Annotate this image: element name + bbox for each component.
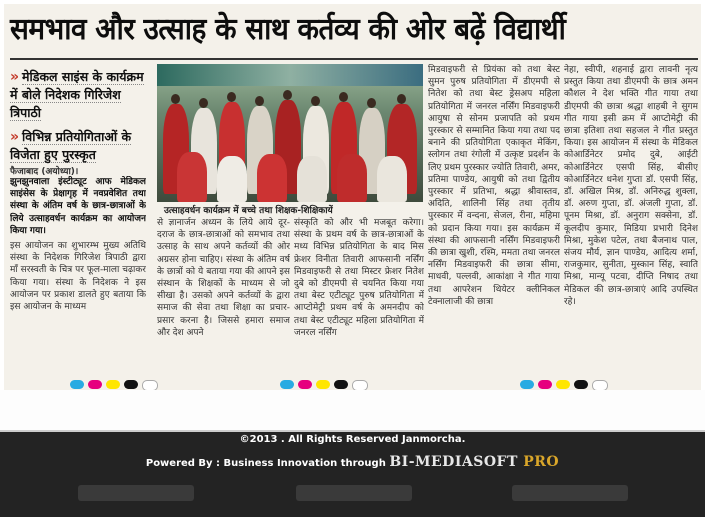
photo-caption: उत्साहवर्धन कार्यक्रम में बच्चे तथा शिक्षक-शिक्षिकायें bbox=[164, 206, 333, 216]
nav-bar-left[interactable] bbox=[78, 485, 194, 501]
footer-top-band bbox=[0, 390, 705, 432]
nav-bar-center[interactable] bbox=[296, 485, 412, 501]
registration-dot bbox=[334, 380, 348, 389]
event-photo bbox=[157, 64, 423, 202]
kicker-director-quote bbox=[10, 68, 150, 122]
powered-by-line bbox=[0, 454, 705, 470]
photo-person-head bbox=[283, 90, 292, 100]
photo-person-head bbox=[397, 94, 406, 104]
registration-dot bbox=[280, 380, 294, 389]
brand-name: BI-MEDIASOFT bbox=[389, 454, 518, 470]
registration-dot bbox=[70, 380, 84, 389]
powered-by-text: Powered By : Business Innovation through bbox=[145, 458, 386, 469]
photo-person-head bbox=[367, 98, 376, 108]
copyright-text: ©2013 . All Rights Reserved Janmorcha. bbox=[239, 434, 466, 445]
double-chevron-icon: » bbox=[10, 69, 20, 85]
site-footer bbox=[0, 390, 705, 517]
registration-dot bbox=[520, 380, 534, 389]
photo-person bbox=[377, 156, 407, 202]
photo-person bbox=[217, 156, 247, 202]
photo-person bbox=[337, 154, 367, 202]
registration-dot bbox=[124, 380, 138, 389]
bi-mediasoft-logo[interactable] bbox=[389, 454, 559, 470]
article-column-2: से ज्ञानार्जन अध्यन के लिये आये दूर-दराज के छात्र-छात्राओं को समभाव तथा उत्साह के साथ अपने कर्तव्यों की ओर अग्रसर होना चाहिए। संस्था के अंतिम वर्ष के छात्रों को ये बताया गया की आपने इस संस्थान के शिक्षकों के माध्यम से जो सीखा है। उसको अपने कर्तव्यों के द्वारा समाज की सेवा तथा शिक्षा का प्रचार-प्रसार करना है। जिससे हमारा समाज और देश अपने bbox=[157, 218, 290, 338]
registration-marks-left bbox=[70, 380, 158, 390]
registration-marks-right bbox=[520, 380, 608, 390]
brand-pro: PRO bbox=[523, 454, 560, 470]
kicker-text: विभिन्न प्रतियोगिताओं के विजेता हुए पुरस्कृत bbox=[10, 129, 132, 162]
registration-dot bbox=[538, 380, 552, 389]
article-column-3: संस्कृति को और भी मजबूत करेगा। संस्था के प्रथम वर्ष के छात्र-छात्राओं के मध्य विभिन्न प्रतियोगिता के बाद मिस फ्रेशर विनीता तिवारी आफसानी नर्सिंग मिडवाइफरी से तथा मिस्टर फ्रेशर नितेश दुबे को डीएमपी से चयनित किया गया तथा बेस्ट एटीट्यूट पुरुष प्रतियोगिता में आप्टोमेट्री प्रथम वर्ष के अमनदीप को तथा बेस्ट एटीट्यूट महिला प्रतियोगिता में जनरल नर्सिंग bbox=[294, 218, 424, 338]
nav-bar-right[interactable] bbox=[512, 485, 628, 501]
kicker-winners bbox=[10, 128, 150, 164]
registration-dot bbox=[556, 380, 570, 389]
dateline: फैजाबाद (अयोध्या)। bbox=[10, 167, 79, 177]
double-chevron-icon: » bbox=[10, 129, 20, 145]
registration-dot bbox=[88, 380, 102, 389]
kicker-text: मेडिकल साइंस के कार्यक्रम में बोले निदेशक गिरिजेश त्रिपाठी bbox=[10, 69, 144, 120]
lead-paragraph: झुनझुनवाला इंस्टीट्यूट आफ मेडिकल साइंसेस के प्रेक्षागृह में नवप्रवेशित तथा संस्था के अंतिम वर्ष के छात्र-छात्राओं के लिये उत्साहवर्धन कार्यक्रम का आयोजन किया गया। bbox=[10, 177, 146, 236]
stage-banner bbox=[157, 64, 423, 86]
article-column-4: मिडवाइफरी से प्रियंका को तथा बेस्ट सुमन पुरुष प्रतियोगिता में डीएमपी से नितेश को तथा बेस्ट ड्रेसअप महिला प्रतियोगिता में जनरल नर्सिंग मिडवाइफरी आयुषा से सोनम प्रजापति को प्रथम पुरस्कार से सम्मानित किया गया तथा पद बनाने की प्रतियोगिता एकाकृत मेकिंग, स्लोगन तथा रंगोली में उत्कृष्ट प्रदर्शन के लिए प्रथम पुरस्कार ज्योति तिवारी, अमर, प्रतिमा पाण्डेय, आयुषी को तथा द्वितीय पुरस्कार में प्रतिभा, श्रद्धा श्रीवास्तव, अदिति, शालिनी सिंह तथा तृतीय पुरस्कार में वन्दना, सेजल, रीना, महिमा को प्रदान किया गया। इस कार्यक्रम में संस्था की आफसानी नर्सिंग मिडवाइफरी की छात्रा खुशी, रश्मि, ममता तथा जनरल नर्सिंग मिडवाइफरी की छात्रा सीमा, माधवी, पल्लवी, आकांक्षा ने गीत गाया तथा आपरेशन थियेटर क्लीनिकल टेक्नालाजी की छात्रा bbox=[428, 65, 560, 307]
headline-rule bbox=[10, 58, 698, 60]
registration-marks-center bbox=[280, 380, 368, 390]
photo-person bbox=[297, 156, 327, 202]
article-column-5: नेहा, स्वीपी, शहनाई द्वारा लावनी नृत्य प्रस्तुत किया तथा डीएमपी के छात्र अमन कौशल ने देश भक्ति गीत गाया तथा डीएमपी की छात्रा श्रद्धा शाहबी ने सुगम गीत गाया इसी क्रम में आप्टोमेट्री की छात्रा इतिशा तथा सहजल ने गीत प्रस्तुत किया। इस आयोजन में संस्था के मेडिकल कोआर्डिनेटर प्रमोद दुबे, आईटी कोआर्डिनेटर एसपी सिंह, बीसीए कोआर्डिनेटर धनेश गुप्ता डॉ. एसपी सिंह, डॉ. अखिल मिश्र, डॉ. अनिरुद्ध शुक्ला, डॉ. अरुण गुप्ता, डॉ. अंजली गुप्ता, डॉ. पूनम मिश्रा, डॉ. अनुराग सक्सेना, डॉ. कूलदीप कुमार, मिडिया प्रभारी दिनेश मिश्रा, मुकेश पटेल, तथा बैजनाथ पाल, संजय मौर्य, ज्ञान पाण्डेय, आदित्य शर्मा, राजकुमार, सुनीता, मुस्कान सिंह, स्वाति मिश्रा, मान्यू पटवा, दीप्ति निषाद तथा मेडिकल की छात्र-छात्राएं आदि उपस्थित रहे। bbox=[564, 65, 698, 307]
registration-dot bbox=[574, 380, 588, 389]
photo-person-head bbox=[227, 92, 236, 102]
photo-person-head bbox=[199, 98, 208, 108]
registration-dot bbox=[298, 380, 312, 389]
photo-person bbox=[257, 154, 287, 202]
photo-person bbox=[177, 152, 207, 202]
photo-person-head bbox=[255, 96, 264, 106]
registration-dot bbox=[316, 380, 330, 389]
photo-person-head bbox=[339, 92, 348, 102]
newspaper-clipping bbox=[4, 4, 701, 390]
registration-dot bbox=[106, 380, 120, 389]
article-headline: समभाव और उत्साह के साथ कर्तव्य की ओर बढ़ें विद्यार्थी bbox=[10, 12, 566, 47]
photo-person-head bbox=[311, 96, 320, 106]
article-column-1 bbox=[10, 176, 146, 386]
body-paragraph: इस आयोजन का शुभारम्भ मुख्य अतिथि संस्था के निदेशक गिरिजेश त्रिपाठी द्वारा माँ सरस्वती के चित्र पर फूल-माला चढ़ाकर किया गया। संस्था के निदेशक ने इस आयोजन पर प्रकाश डालते हुए बताया कि इस आयोजन के माध्यम bbox=[10, 241, 146, 313]
photo-person-head bbox=[171, 94, 180, 104]
